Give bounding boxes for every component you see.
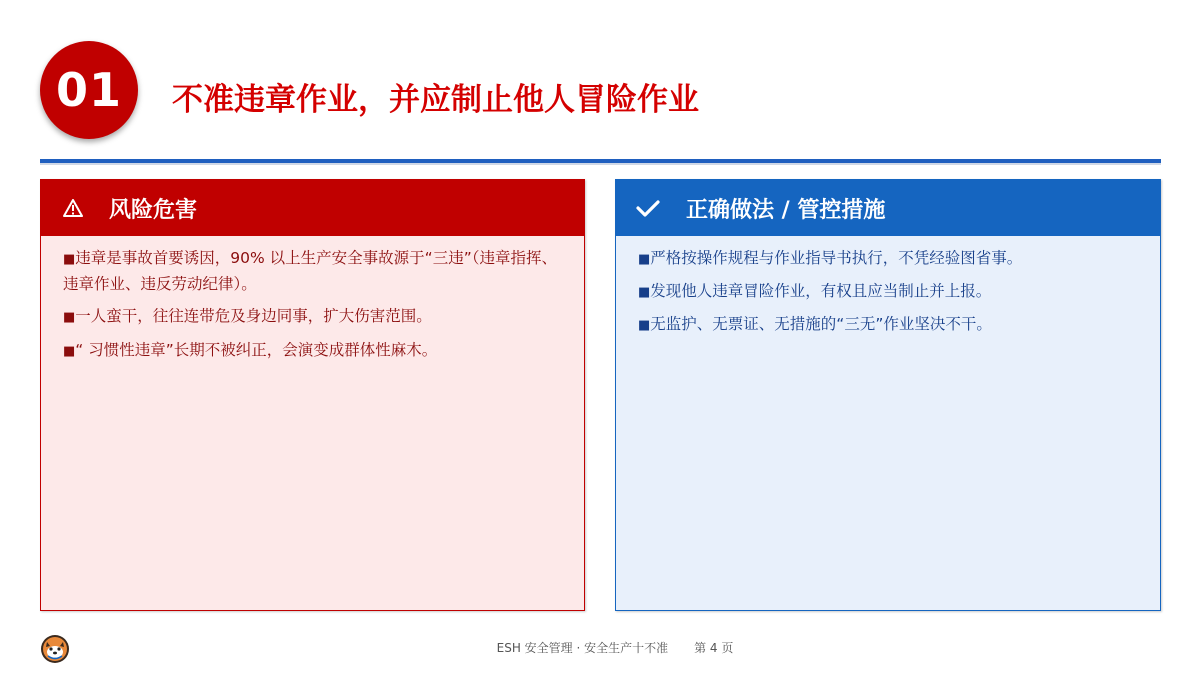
- measures-panel: [615, 179, 1161, 611]
- page-number: 第 4 页: [694, 641, 734, 655]
- measure-item: [638, 312, 1140, 338]
- checkmark-icon: [636, 199, 660, 217]
- title-divider-shadow: [40, 163, 1161, 165]
- bullet: ■: [63, 252, 76, 267]
- bullet: ■: [638, 252, 651, 267]
- warning-triangle-icon: [63, 199, 83, 217]
- measures-panel-header: [616, 180, 1160, 236]
- bullet: ■: [638, 285, 651, 300]
- measure-item: [638, 246, 1140, 272]
- page-title: 不准违章作业，并应制止他人冒险作业: [172, 82, 699, 118]
- bullet: ■: [63, 344, 76, 359]
- risk-item: [63, 246, 564, 296]
- section-number-badge: [40, 41, 138, 139]
- footer: [0, 639, 1200, 656]
- bullet: ■: [638, 318, 651, 333]
- risk-item: [63, 338, 564, 364]
- risk-panel-header: [41, 180, 584, 236]
- measure-item-text: 严格按操作规程与作业指导书执行，不凭经验图省事。: [650, 249, 1023, 267]
- risk-item-text: 违章是事故首要诱因，90% 以上生产安全事故源于“三违”（违章指挥、违章作业、违反劳动纪律）。: [63, 249, 557, 293]
- risk-item-text: 一人蛮干，往往连带危及身边同事，扩大伤害范围。: [75, 307, 432, 325]
- risk-item-text: “ 习惯性违章”长期不被纠正，会演变成群体性麻木。: [75, 341, 438, 359]
- risk-panel: [40, 179, 585, 611]
- measure-item-text: 发现他人违章冒险作业，有权且应当制止并上报。: [650, 282, 992, 300]
- measures-panel-title: 正确做法 / 管控措施: [686, 197, 886, 223]
- measure-item-text: 无监护、无票证、无措施的“三无”作业坚决不干。: [650, 315, 992, 333]
- risk-panel-body: [41, 236, 584, 364]
- measure-item: [638, 279, 1140, 305]
- risk-item: [63, 304, 564, 330]
- risk-panel-title: 风险危害: [109, 197, 198, 223]
- section-number: 01: [55, 63, 122, 117]
- footer-title: ESH 安全管理 · 安全生产十不准: [496, 641, 669, 655]
- bullet: ■: [63, 310, 76, 325]
- measures-panel-body: [616, 236, 1160, 338]
